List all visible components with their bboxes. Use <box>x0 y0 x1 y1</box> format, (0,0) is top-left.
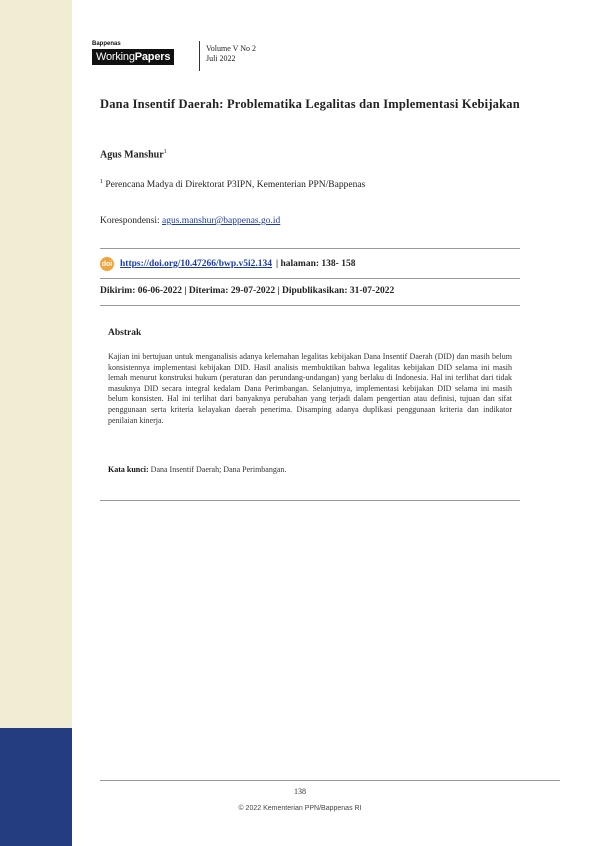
page-number: 138 <box>294 787 306 796</box>
doi-row <box>100 257 355 271</box>
correspondence <box>100 216 280 226</box>
volume-number: Volume V No 2 <box>206 44 257 53</box>
correspondence-email-link[interactable]: agus.manshur@bappenas.go.id <box>162 216 281 226</box>
left-margin-band <box>0 0 72 846</box>
abstract-heading: Abstrak <box>108 328 142 338</box>
logo-top-text: Bappenas <box>92 41 121 47</box>
doi-link[interactable]: https://doi.org/10.47266/bwp.v5i2.134 <box>120 259 273 269</box>
paper-title: Dana Insentif Daerah: Problematika Legalitas dan Implementasi Kebijakan <box>100 97 520 111</box>
copyright: © 2022 Kementerian PPN/Bappenas RI <box>238 805 362 812</box>
volume-info <box>206 44 256 64</box>
keywords <box>108 465 286 474</box>
keywords-label: Kata kunci: <box>108 465 149 474</box>
logo-working: Working <box>96 51 135 63</box>
author-name-text: Agus Manshur <box>100 149 164 161</box>
logo-divider <box>199 41 200 71</box>
keywords-text: Dana Insentif Daerah; Dana Perimbangan. <box>148 465 287 474</box>
divider-doi <box>100 278 520 279</box>
submission-dates: Dikirim: 06-06-2022 | Diterima: 29-07-2022 | Dipublikasikan: 31-07-2022 <box>100 286 395 296</box>
author-sup: 1 <box>163 149 167 155</box>
issue-date: Juli 2022 <box>206 54 236 63</box>
correspondence-label: Korespondensi: <box>100 216 163 226</box>
footer-divider <box>100 780 560 781</box>
affiliation-text: Perencana Madya di Direktorat P3IPN, Kementerian PPN/Bappenas <box>105 180 366 191</box>
divider-abstract-bottom <box>100 500 520 501</box>
divider-abstract-top <box>100 305 520 306</box>
author-name <box>100 149 167 160</box>
affiliation <box>100 179 365 190</box>
doi-icon: doi <box>100 257 114 271</box>
divider-top <box>100 248 520 249</box>
working-papers-logo <box>92 41 174 65</box>
affiliation-sup: 1 <box>100 179 103 185</box>
logo-box <box>92 49 174 65</box>
logo-papers: Papers <box>134 51 171 63</box>
abstract-body: Kajian ini bertujuan untuk menganalisis adanya kelemahan legalitas kebijakan Dana Insentif Daerah (DID) dan masih belum konsistennya implementasi kebijakan DID. Hasil analisis membuktikan bahwa legalitas kebijakan DID selama ini masih lemah menurut konstruksi hukum (peraturan dan perundang-undangan) yang berlaku di Indonesia. Hal ini terlihat dari tidak masuknya DID secara integral kedalam Dana Perimbangan. Selanjutnya, implementasi kebijakan DID selama ini masih belum konsisten. Hal ini terlihat dari banyaknya perubahan yang terjadi dalam pengertian atau definisi, tujuan dan sifat penggunaan serta kriteria kelayakan daerah penerima. Disamping adanya duplikasi penggunaan kriteria dan indikator penilaian kinerja. <box>108 352 512 425</box>
page-range: | halaman: 138- 158 <box>276 259 356 269</box>
